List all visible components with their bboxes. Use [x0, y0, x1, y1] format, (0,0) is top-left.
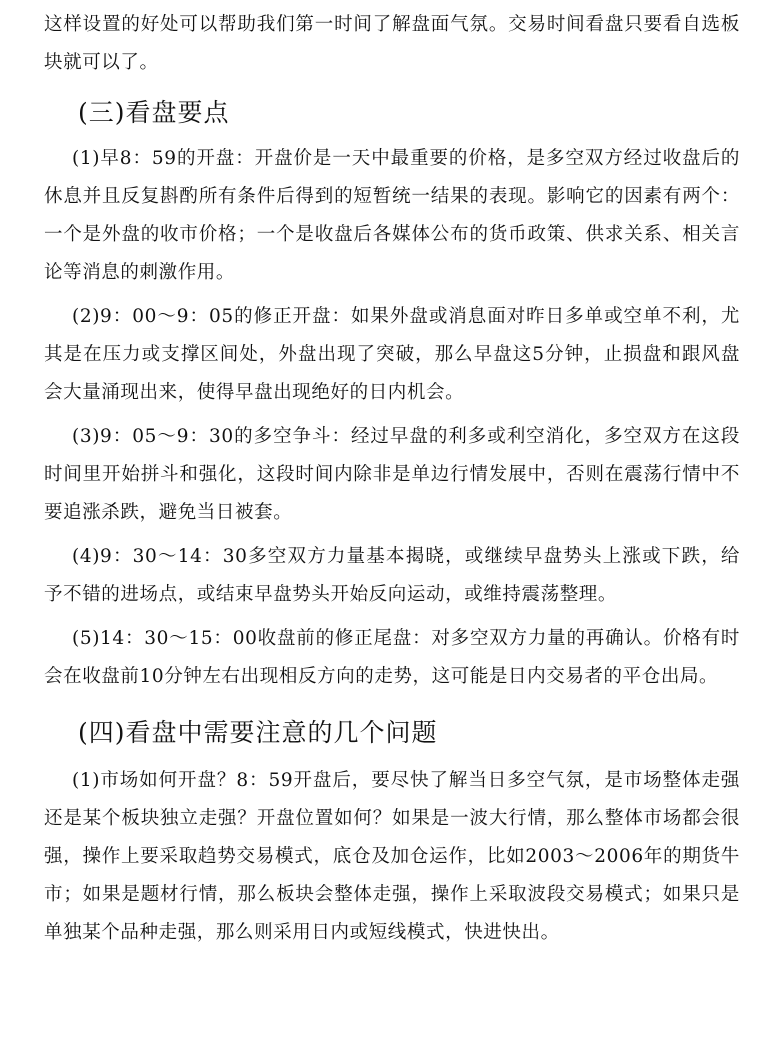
intro-paragraph: 这样设置的好处可以帮助我们第一时间了解盘面气氛。交易时间看盘只要看自选板块就可以了。 — [44, 14, 740, 73]
section-3-heading: (三)看盘要点 — [78, 98, 230, 127]
section-3-item-2: (2)9：00～9：05的修正开盘：如果外盘或消息面对昨日多单或空单不利，尤其是在压力或支撑区间处，外盘出现了突破，那么早盘这5分钟，止损盘和跟风盘会大量涌现出来，使得早盘出现绝好的日内机会。 — [44, 306, 740, 403]
section-4-heading: (四)看盘中需要注意的几个问题 — [78, 718, 438, 747]
section-3-item-1: (1)早8：59的开盘：开盘价是一天中最重要的价格，是多空双方经过收盘后的休息并且反复斟酌所有条件后得到的短暂统一结果的表现。影响它的因素有两个：一个是外盘的收市价格；一个是收盘后各媒体公布的货币政策、供求关系、相关言论等消息的刺激作用。 — [44, 148, 740, 283]
section-3-item-4: (4)9：30～14：30多空双方力量基本揭晓，或继续早盘势头上涨或下跌，给予不错的进场点，或结束早盘势头开始反向运动，或维持震荡整理。 — [44, 546, 740, 605]
section-3-item-3: (3)9：05～9：30的多空争斗：经过早盘的利多或利空消化，多空双方在这段时间里开始拼斗和强化，这段时间内除非是单边行情发展中，否则在震荡行情中不要追涨杀跌，避免当日被套。 — [44, 426, 740, 523]
section-3-item-5: (5)14：30～15：00收盘前的修正尾盘：对多空双方力量的再确认。价格有时会在收盘前10分钟左右出现相反方向的走势，这可能是日内交易者的平仓出局。 — [44, 628, 740, 687]
section-4-item-1: (1)市场如何开盘？8：59开盘后，要尽快了解当日多空气氛，是市场整体走强还是某个板块独立走强？开盘位置如何？如果是一波大行情，那么整体市场都会很强，操作上要采取趋势交易模式，底仓及加仓运作，比如2003～2006年的期货牛市；如果是题材行情，那么板块会整体走强，操作上采取波段交易模式；如果只是单独某个品种走强，那么则采用日内或短线模式，快进快出。 — [44, 770, 740, 943]
